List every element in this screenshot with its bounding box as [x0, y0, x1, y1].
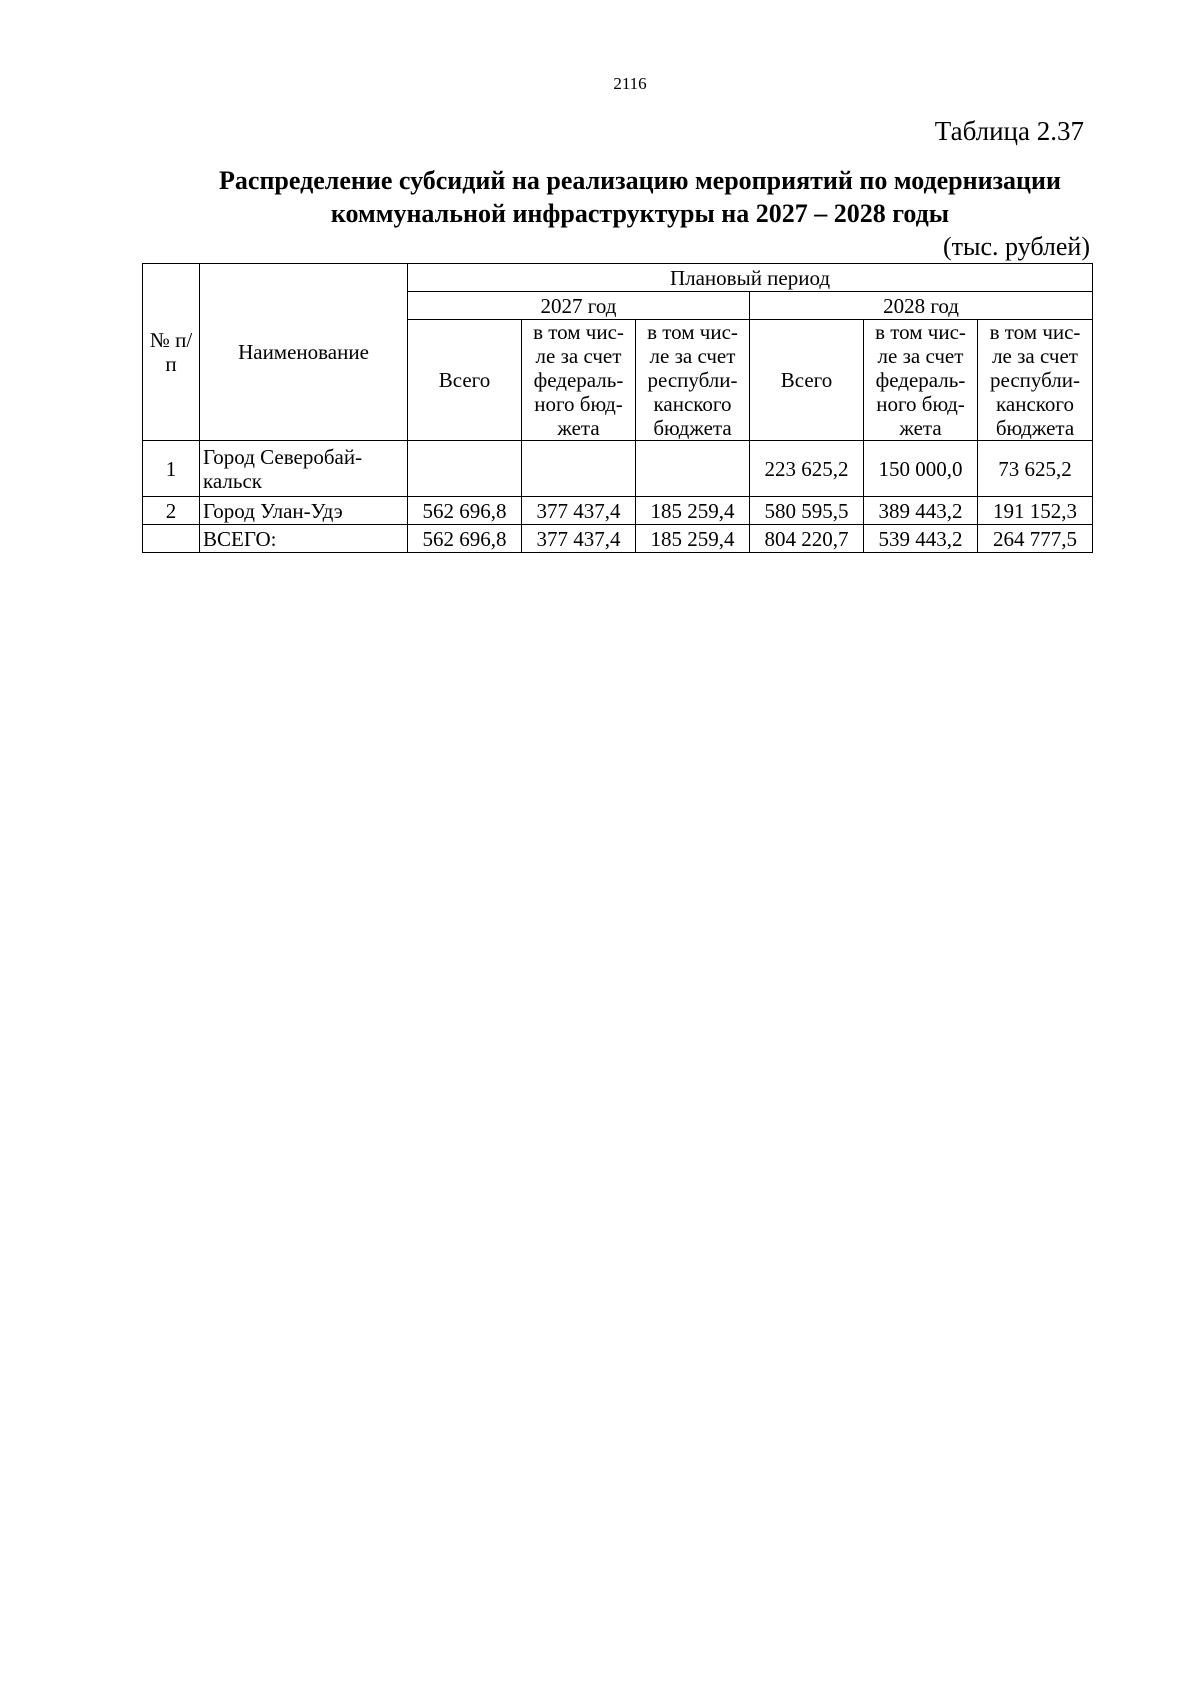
header-2028-federal: в том чис-ле за счет федераль-ного бюд-жета: [864, 320, 978, 441]
header-2027-total: Всего: [408, 320, 522, 441]
table-row: [143, 441, 1093, 497]
cell-2027-republic: [636, 441, 750, 497]
subsidy-table: [142, 263, 1093, 553]
header-2027-federal: в том чис-ле за счет федераль-ного бюд-жета: [522, 320, 636, 441]
cell-2028-total: 223 625,2: [750, 441, 864, 497]
header-year-2028: 2028 год: [750, 292, 1093, 320]
cell-2028-federal: 150 000,0: [864, 441, 978, 497]
header-num: № п/п: [143, 264, 200, 441]
row-num: 1: [143, 441, 200, 497]
table-label: Таблица 2.37: [934, 116, 1084, 146]
header-2027-republic: в том чис-ле за счет республи-канского бюджета: [636, 320, 750, 441]
header-name: Наименование: [200, 264, 408, 441]
total-label: ВСЕГО:: [200, 525, 408, 553]
cell-2027-total: 562 696,8: [408, 497, 522, 525]
cell-2027-total: [408, 441, 522, 497]
title-line-2: коммунальной инфраструктуры на 2027 – 2028 годы: [330, 199, 950, 228]
total-2027-federal: 377 437,4: [522, 525, 636, 553]
cell-2028-federal: 389 443,2: [864, 497, 978, 525]
cell-2027-federal: [522, 441, 636, 497]
cell-2027-federal: 377 437,4: [522, 497, 636, 525]
page-number: 2116: [613, 74, 647, 93]
header-2028-republic: в том чис-ле за счет республи-канского бюджета: [978, 320, 1093, 441]
row-name: Город Улан-Удэ: [200, 497, 408, 525]
table-row: [143, 497, 1093, 525]
header-year-2027: 2027 год: [408, 292, 750, 320]
units-note: (тыс. рублей): [942, 232, 1090, 261]
cell-2027-republic: 185 259,4: [636, 497, 750, 525]
total-2027-republic: 185 259,4: [636, 525, 750, 553]
cell-2028-total: 580 595,5: [750, 497, 864, 525]
document-title: [160, 164, 1120, 230]
cell-2028-republic: 191 152,3: [978, 497, 1093, 525]
cell-2028-republic: 73 625,2: [978, 441, 1093, 497]
total-2028-total: 804 220,7: [750, 525, 864, 553]
total-row: [143, 525, 1093, 553]
total-2028-republic: 264 777,5: [978, 525, 1093, 553]
total-2027-total: 562 696,8: [408, 525, 522, 553]
header-2028-total: Всего: [750, 320, 864, 441]
total-num: [143, 525, 200, 553]
row-num: 2: [143, 497, 200, 525]
header-period: Плановый период: [408, 264, 1093, 292]
row-name: Город Северобай-кальск: [200, 441, 408, 497]
total-2028-federal: 539 443,2: [864, 525, 978, 553]
title-line-1: Распределение субсидий на реализацию мероприятий по модернизации: [219, 166, 1061, 195]
